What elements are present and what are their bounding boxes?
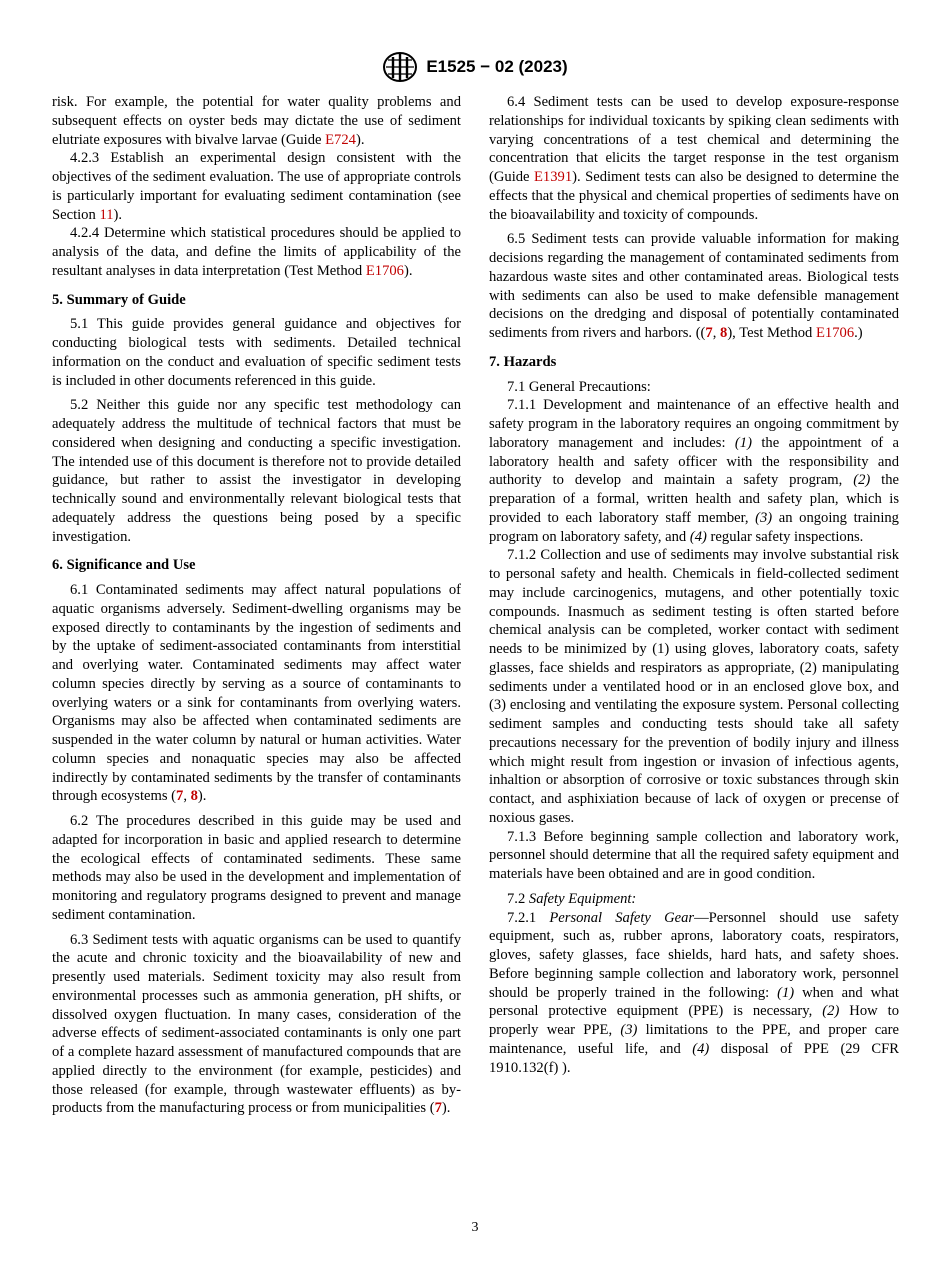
paragraph-4-2-4: 4.2.4 Determine which statistical procedures should be applied to analysis of the data, and define the limits of applicability of the resultant analyses in data interpretation (Test Method E1706).	[52, 225, 461, 279]
paragraph-6-4: 6.4 Sediment tests can be used to develop exposure-response relationships for individual toxicants by spiking clean sediments with varying concentrations of a test chemical and determining the concentration that elicits the target response in the test organism (Guide E1391). Sediment tests can also be designed to determine the effects that the physical and chemical properties of sediments have on the bioavailability and toxicity of compounds.	[489, 94, 899, 223]
section-heading-7: 7. Hazards	[489, 353, 557, 370]
reference-link[interactable]: 11	[99, 206, 114, 223]
left-column	[52, 93, 461, 1118]
document-designation: E1525 − 02 (2023)	[426, 57, 568, 76]
paragraph-7-2-1: 7.2.1 Personal Safety Gear—Personnel should use safety equipment, such as, rubber aprons, laboratory coats, respirators, gloves, safety glasses, face shields, hard hats, and safety shoes. Before beginning sample collection and laboratory work, personnel should be properly trained in the following: (1) when and what personal protective equipment (PPE) is necessary, (2) How to properly wear PPE, (3) limitations to the PPE, and proper care maintenance, useful life, and (4) disposal of PPE (29 CFR 1910.132(f) ).	[489, 909, 899, 1076]
section-heading-6: 6. Significance and Use	[52, 557, 196, 574]
astm-logo-icon	[382, 51, 418, 83]
paragraph-5-1: 5.1 This guide provides general guidance and objectives for conducting biological tests with sediments. Detailed technical information on the conduct and evaluation of specific sediment tests is included in other documents referenced in this guide.	[52, 316, 461, 389]
page-header	[0, 50, 950, 84]
paragraph-7-1-2: 7.1.2 Collection and use of sediments may involve substantial risk to personal safety and health. Chemicals in field-collected sediment may include carcinogenics, mutagens, and other potentially toxic compounds. Inasmuch as sediment testing is often started before chemical analysis can be completed, worker contact with sediment needs to be minimized by (1) using gloves, laboratory coats, safety glasses, face shields and respirators as appropriate, (2) manipulating sediments under a ventilated hood or in an enclosed glove box, and (3) enclosing and ventilating the exposure system. Personal collecting sediment samples and conducting tests should take all safety precautions necessary for the prevention of bodily injury and illness which might result from ingestion or invasion of infectious agents, inhaltion or absorption of corrosive or toxic substances through skin contact, and asphixiation because of lack of oxygen or precense of noxious gases.	[489, 547, 899, 826]
citation-link[interactable]: 8	[190, 788, 198, 805]
paragraph-4-2-3: 4.2.3 Establish an experimental design consistent with the objectives of the sediment evaluation. The use of appropriate controls is particularly important for evaluating sediment contamination (see Section 11).	[52, 150, 461, 223]
reference-link[interactable]: E724	[325, 131, 356, 148]
citation-link[interactable]: 7	[705, 325, 713, 341]
paragraph-7-1: 7.1 General Precautions:	[507, 378, 651, 395]
right-column	[489, 93, 899, 1077]
paragraph-7-1-3: 7.1.3 Before beginning sample collection and laboratory work, personnel should determine that all the required safety equipment and materials have been obtained and are in good condition.	[489, 828, 899, 882]
reference-link[interactable]: E1706	[816, 325, 855, 341]
paragraph-6-1: 6.1 Contaminated sediments may affect natural populations of aquatic organisms adversely. Sediment-dwelling organisms may be exposed directly to contaminants by the ingestion of sediments and by the uptake of sediment-associated contaminants from interstitial and overlying water. Contaminated sediments may affect water column species directly by serving as a source of contaminants to overlying waters or a sink for contaminants from overlying waters. Organisms may also be affected when contaminated sediments are suspended in the water column by natural or human activities. Water column species and nonaquatic species may also be affected indirectly by contaminated sediments by the transfer of contaminants through ecosystems (7, 8).	[52, 582, 461, 805]
page-number: 3	[471, 1220, 479, 1235]
paragraph-risk-continued: risk. For example, the potential for water quality problems and subsequent effects on oyster beds may dictate the use of sediment elutriate exposures with bivalve larvae (Guide E724).	[52, 94, 461, 148]
citation-link[interactable]: 8	[720, 325, 728, 341]
citation-link[interactable]: 7	[176, 788, 184, 805]
reference-link[interactable]: E1706	[365, 262, 404, 279]
paragraph-7-2: 7.2 Safety Equipment:	[507, 890, 637, 907]
paragraph-5-2: 5.2 Neither this guide nor any specific test methodology can adequately address the multitude of technical factors that must be considered when designing and conducting a specific investigation. The intended use of this document is therefore not to provide detailed guidance, but rather to assist the investigator in developing technically sound and environmentally relevant biological tests that adequately address the questions being posed by a specific investigation.	[52, 397, 461, 545]
paragraph-6-2: 6.2 The procedures described in this guide may be used and adapted for incorporation in basic and applied research to determine the ecological effects of contaminated sediments. These same methods may also be used in the development and implementation of monitoring and regulatory programs designed to prevent and manage sediment contamination.	[52, 813, 461, 923]
citation-link[interactable]: 7	[434, 1100, 442, 1117]
reference-link[interactable]: E1391	[534, 169, 573, 185]
paragraph-7-1-1: 7.1.1 Development and maintenance of an effective health and safety program in the laboratory requires an ongoing commitment by laboratory management and includes: (1) the appointment of a laboratory health and safety officer with the responsibility and authority to develop and maintain a safety program, (2) the preparation of a formal, written health and safety plan, which is provided to each laboratory staff member, (3) an ongoing training program on laboratory safety, and (4) regular safety inspections.	[489, 397, 899, 545]
paragraph-6-5: 6.5 Sediment tests can provide valuable information for making decisions regarding the management of contaminated sediments from hazardous waste sites and other contaminated areas. Biological tests with sediments can also be used to make defensible management decisions on the dredging and disposal of potentially contaminated sediments from rivers and harbors. ((7, 8), Test Method E1706.)	[489, 231, 899, 341]
paragraph-6-3: 6.3 Sediment tests with aquatic organisms can be used to quantify the acute and chronic toxicity and the bioavailability of new and presently used materials. Sediment toxicity may also result from environmental processes such as ammonia generation, pH shifts, or dissolved oxygen fluctuation. In many cases, consideration of the adverse effects of sediment-associated contaminants is only one part of a complete hazard assessment of manufactured compounds that are applied directly to the environment (for example, pesticides) and those released (for example, through wastewater effluents) as by-products from the manufacturing process or from municipalities (7).	[52, 931, 461, 1117]
section-heading-5: 5. Summary of Guide	[52, 291, 186, 308]
